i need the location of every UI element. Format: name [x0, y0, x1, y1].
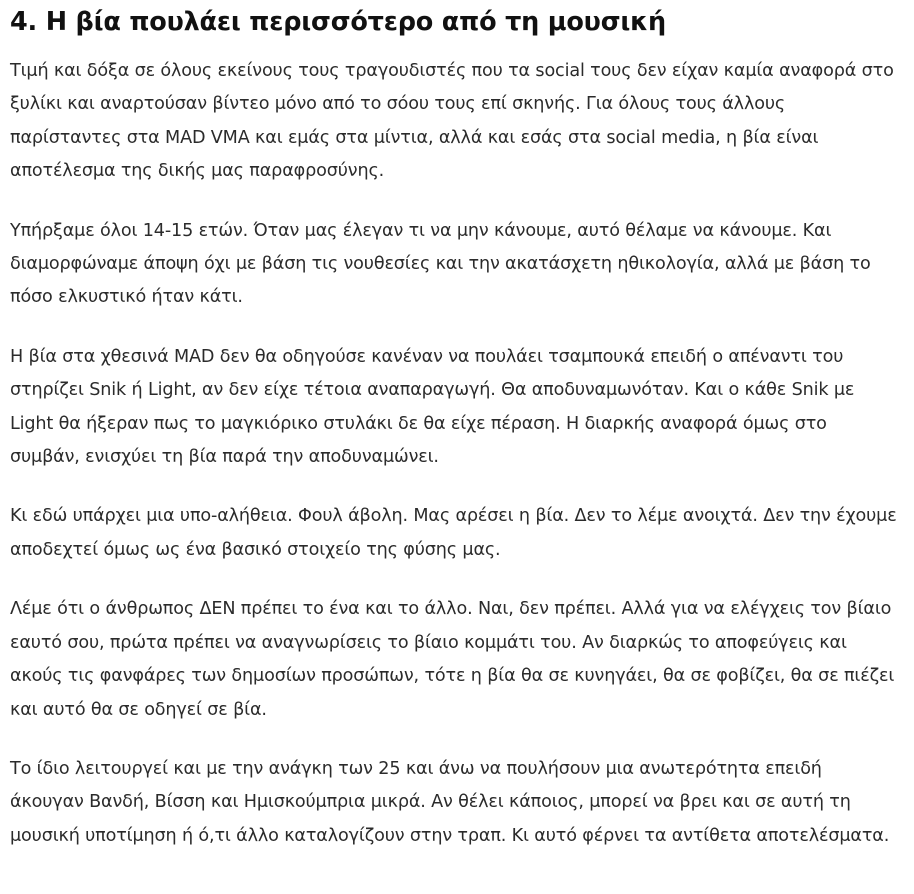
paragraph-3: Η βία στα χθεσινά MAD δεν θα οδηγούσε κανέναν να πουλάει τσαμπουκά επειδή ο απέναντι του στηρίζει Snik ή Light, αν δεν είχε τέτοια αναπαραγωγή. Θα αποδυναμωνόταν. Και ο κάθε Snik με Light θα ήξεραν πως το μαγκιόρικο στυλάκι δε θα είχε πέραση. Η διαρκής αναφορά όμως στο συμβάν, ενισχύει τη βία παρά την αποδυναμώνει.: [10, 346, 855, 468]
paragraph-6: Το ίδιο λειτουργεί και με την ανάγκη των 25 και άνω να πουλήσουν μια ανωτερότητα επειδή άκουγαν Βανδή, Βίσση και Ημισκούμπρια μικρά. Αν θέλει κάποιος, μπορεί να βρει και σε αυτή τη μουσική υποτίμηση ή ό,τι άλλο καταλογίζουν στην τραπ. Κι αυτό φέρνει τα αντίθετα αποτελέσματα.: [10, 758, 890, 846]
paragraph-4: Κι εδώ υπάρχει μια υπο-αλήθεια. Φουλ άβολη. Μας αρέσει η βία. Δεν το λέμε ανοιχτά. Δεν την έχουμε αποδεχτεί όμως ως ένα βασικό στοιχείο της φύσης μας.: [10, 506, 897, 560]
paragraph-1: Τιμή και δόξα σε όλους εκείνους τους τραγουδιστές που τα social τους δεν είχαν καμία αναφορά στο ξυλίκι και αναρτούσαν βίντεο μόνο από το σόου τους επί σκηνής. Για όλους τους άλλους παρίσταντες στα MAD VMA και εμάς στα μίντια, αλλά και εσάς στα social media, η βία είναι αποτέλεσμα της δικής μας παραφροσύνης.: [10, 61, 894, 182]
article-body: [10, 0, 900, 853]
section-heading: 4. Η βία πουλάει περισσότερο από τη μουσική: [10, 7, 666, 37]
paragraph-2: Υπήρξαμε όλοι 14-15 ετών. Όταν μας έλεγαν τι να μην κάνουμε, αυτό θέλαμε να κάνουμε. Και διαμορφώναμε άποψη όχι με βάση τις νουθεσίες και την ακατάσχετη ηθικολογία, αλλά με βάση το πόσο ελκυστικό ήταν κάτι.: [10, 220, 871, 308]
paragraph-5: Λέμε ότι ο άνθρωπος ΔΕΝ πρέπει το ένα και το άλλο. Ναι, δεν πρέπει. Αλλά για να ελέγχεις τον βίαιο εαυτό σου, πρώτα πρέπει να αναγνωρίσεις το βίαιο κομμάτι του. Αν διαρκώς το αποφεύγεις και ακούς τις φανφάρες των δημοσίων προσώπων, τότε η βία θα σε κυνηγάει, θα σε φοβίζει, θα σε πιέζει και αυτό θα σε οδηγεί σε βία.: [10, 599, 895, 720]
